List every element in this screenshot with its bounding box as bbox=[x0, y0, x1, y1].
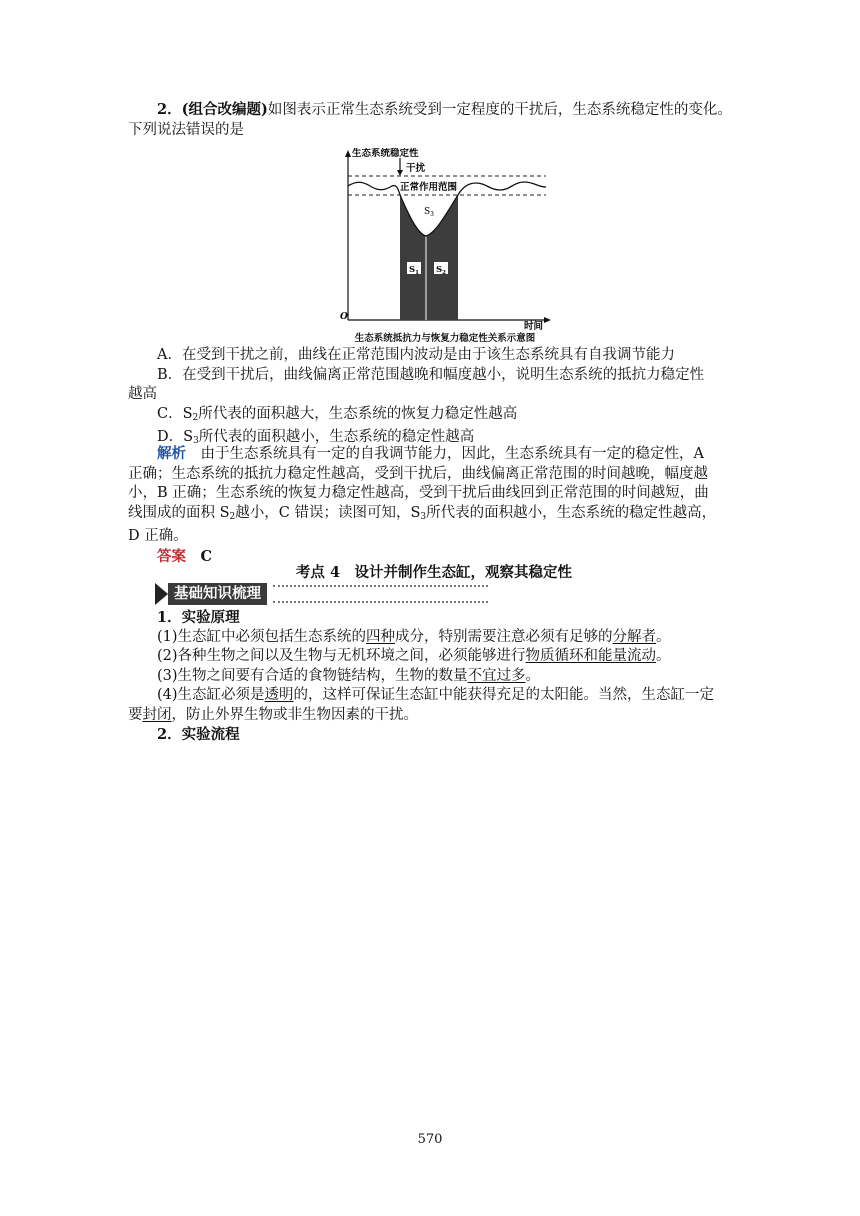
analysis-block bbox=[128, 444, 740, 567]
range-label: 正常作用范围 bbox=[400, 182, 458, 193]
question-block bbox=[128, 100, 740, 140]
section-title: 考点 4 设计并制作生态缸，观察其稳定性 bbox=[295, 564, 573, 581]
figure-caption: 生态系统抵抗力与恢复力稳定性关系示意图 bbox=[354, 333, 536, 344]
disturb-arrow-head bbox=[397, 170, 403, 176]
option-b-line2: 越高 bbox=[128, 386, 157, 402]
disturb-label: 干扰 bbox=[406, 163, 426, 174]
answer-label: 答案 bbox=[157, 547, 186, 565]
s3-label: $S_3$ bbox=[424, 207, 434, 218]
section-heading-block bbox=[128, 563, 740, 583]
principle-block bbox=[128, 608, 740, 745]
s1-region bbox=[400, 195, 426, 320]
banner-dots bbox=[273, 585, 488, 603]
option-c: C．$S_2$所代表的面积越大，生态系统的恢复力稳定性越高 bbox=[157, 405, 518, 423]
principle-3: (3)生物之间要有合适的食物链结构，生物的数量不宜过多。 bbox=[157, 667, 541, 684]
answer-value: C bbox=[200, 547, 213, 565]
banner-arrow-icon bbox=[155, 583, 168, 605]
x-axis-arrow bbox=[544, 317, 551, 323]
principle-2: (2)各种生物之间以及生物与无机环境之间，必须能够进行物质循环和能量流动。 bbox=[157, 648, 671, 664]
principle-heading: 1．实验原理 bbox=[157, 609, 240, 626]
y-axis-arrow bbox=[345, 150, 351, 157]
banner-label: 基础知识梳理 bbox=[168, 583, 267, 605]
option-d: D．$S_3$所代表的面积越小，生态系统的稳定性越高 bbox=[157, 429, 475, 446]
option-b-line1: B．在受到干扰后，曲线偏离正常范围越晚和幅度越小，说明生态系统的抵抗力稳定性 bbox=[157, 366, 705, 383]
principle-4-line1: (4)生态缸必须是透明的，这样可保证生态缸中能获得充足的太阳能。当然，生态缸一定 bbox=[157, 687, 715, 703]
x-axis-label: 时间 bbox=[524, 321, 544, 330]
analysis-line5: D 正确。 bbox=[128, 528, 188, 544]
s2-label: $S_2$ bbox=[436, 265, 446, 276]
option-a: A．在受到干扰之前，曲线在正常范围内波动是由于该生态系统具有自我调节能力 bbox=[157, 347, 675, 363]
question-tag: (组合改编题) bbox=[181, 101, 268, 118]
analysis-line1: 解析 由于生态系统具有一定的自我调节能力，因此，生态系统具有一定的稳定性，A bbox=[157, 445, 704, 462]
question-stem-line2: 下列说法错误的是 bbox=[128, 121, 244, 138]
analysis-line2: 正确；生态系统的抵抗力稳定性越高，受到干扰后，曲线偏离正常范围的时间越晚，幅度越 bbox=[128, 465, 708, 482]
s1-label: $S_1$ bbox=[409, 265, 419, 276]
question-stem-line1: 2．(组合改编题)如图表示正常生态系统受到一定程度的干扰后，生态系统稳定性的变化。 bbox=[157, 101, 732, 118]
principle-1: (1)生态缸中必须包括生态系统的四种成分，特别需要注意必须有足够的分解者。 bbox=[157, 628, 671, 645]
options-block bbox=[128, 346, 740, 452]
stability-diagram bbox=[338, 148, 552, 330]
knowledge-banner bbox=[155, 583, 488, 605]
origin-label: O bbox=[340, 312, 348, 322]
page-number: 570 bbox=[417, 1132, 443, 1147]
analysis-line3: 小，B 正确；生态系统的恢复力稳定性越高，受到干扰后曲线回到正常范围的时间越短，曲 bbox=[128, 485, 709, 501]
y-axis-label: 生态系统稳定性 bbox=[352, 148, 419, 159]
flow-heading: 2．实验流程 bbox=[157, 726, 240, 743]
stability-figure bbox=[338, 148, 552, 344]
analysis-label: 解析 bbox=[157, 445, 186, 462]
principle-4-line2: 要封闭，防止外界生物或非生物因素的干扰。 bbox=[128, 706, 418, 723]
analysis-line4: 线围成的面积 $S_2$越小，C 错误；读图可知，$S_3$所代表的面积越小，生态系统的稳定性越高， bbox=[128, 504, 717, 522]
